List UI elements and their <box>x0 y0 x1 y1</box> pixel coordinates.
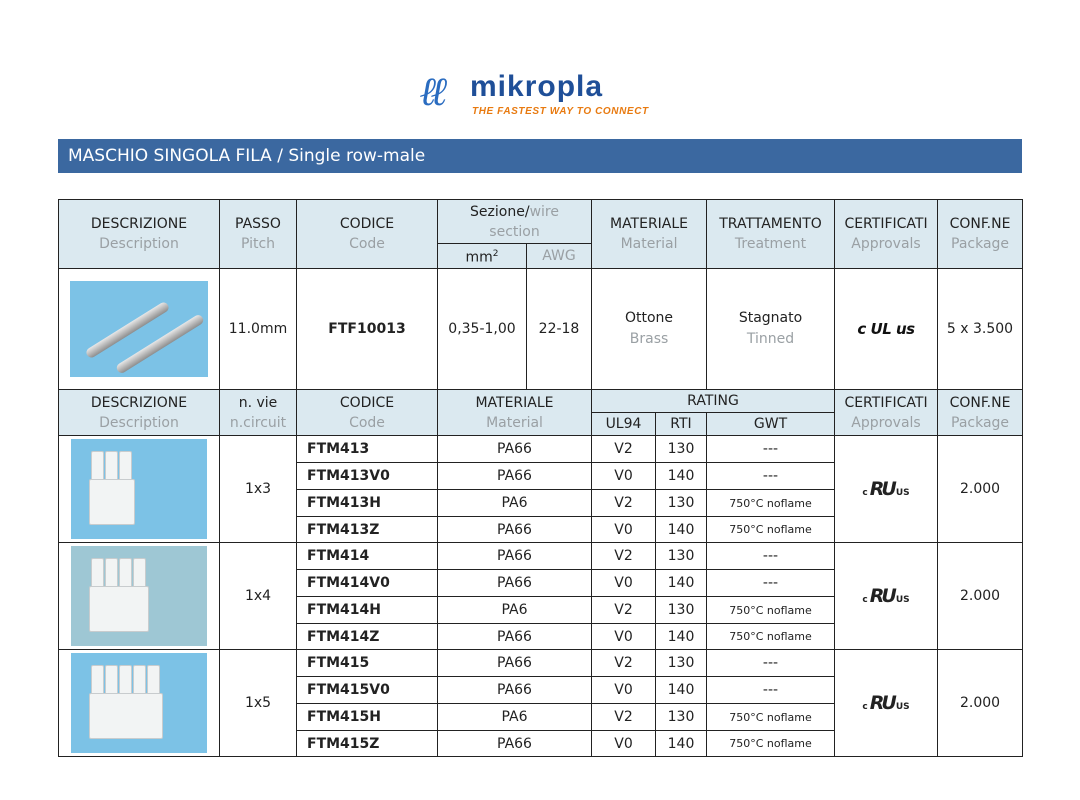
material: PA66 <box>438 677 592 704</box>
header-certificates: CERTIFICATI Approvals <box>835 390 938 436</box>
rti: 130 <box>656 597 707 624</box>
material: PA66 <box>438 731 592 757</box>
header-wire-section: Sezione/wire section <box>438 200 592 244</box>
rti: 140 <box>656 570 707 597</box>
gwt: --- <box>707 650 835 677</box>
gwt: 750°C noflame <box>707 490 835 517</box>
header-pitch: PASSO Pitch <box>220 200 297 269</box>
ul94: V0 <box>592 677 656 704</box>
housing-image <box>71 439 207 539</box>
package: 2.000 <box>938 543 1023 650</box>
header-awg: AWG <box>527 244 592 269</box>
gwt: --- <box>707 570 835 597</box>
ul-approval-mark: c UL us <box>857 320 915 339</box>
ul-approval-icon: c RU US <box>835 543 938 650</box>
housing-table <box>58 389 1023 757</box>
logo-name: mikropla <box>470 70 604 103</box>
ul94: V0 <box>592 731 656 757</box>
terminal-image-cell <box>59 268 220 390</box>
rti: 130 <box>656 490 707 517</box>
table-row <box>59 650 1023 677</box>
material: PA66 <box>438 436 592 463</box>
ul94: V2 <box>592 597 656 624</box>
rti: 140 <box>656 731 707 757</box>
header-package: CONF.NE Package <box>938 390 1023 436</box>
ul94: V2 <box>592 436 656 463</box>
product-code: FTM415Z <box>297 731 438 757</box>
header-material: MATERIALE Material <box>438 390 592 436</box>
gwt: --- <box>707 543 835 570</box>
ul94: V0 <box>592 517 656 543</box>
product-code: FTM414Z <box>297 624 438 650</box>
circuits: 1x4 <box>220 543 297 650</box>
section-title: MASCHIO SINGOLA FILA / Single row-male <box>58 139 1022 173</box>
ul94: V0 <box>592 570 656 597</box>
gwt: 750°C noflame <box>707 704 835 731</box>
header-mm2: $mm^2$ <box>438 244 527 269</box>
header-certificates: CERTIFICATI Approvals <box>835 200 938 269</box>
product-code: FTM415 <box>297 650 438 677</box>
ul94: V2 <box>592 490 656 517</box>
material: PA66 <box>438 624 592 650</box>
terminal-pitch: 11.0mm <box>220 268 297 390</box>
rti: 130 <box>656 543 707 570</box>
gwt: 750°C noflame <box>707 624 835 650</box>
mikropla-logo <box>420 66 660 120</box>
ul94: V2 <box>592 650 656 677</box>
table-row <box>59 543 1023 570</box>
header-description: DESCRIZIONE Description <box>59 390 220 436</box>
product-code: FTM413Z <box>297 517 438 543</box>
product-code: FTM413H <box>297 490 438 517</box>
logo-tagline: THE FASTEST WAY TO CONNECT <box>472 106 649 117</box>
header-description: DESCRIZIONE Description <box>59 200 220 269</box>
ul94: V0 <box>592 463 656 490</box>
material: PA6 <box>438 490 592 517</box>
rti: 140 <box>656 677 707 704</box>
ul-approval-icon: c RU US <box>835 436 938 543</box>
header-rating: RATING <box>592 390 835 413</box>
ul94: V0 <box>592 624 656 650</box>
rti: 130 <box>656 650 707 677</box>
header-material: MATERIALE Material <box>592 200 707 269</box>
ul94: V2 <box>592 543 656 570</box>
package: 2.000 <box>938 436 1023 543</box>
housing-image <box>71 546 207 646</box>
terminal-certificate-cell <box>835 268 938 390</box>
circuits: 1x3 <box>220 436 297 543</box>
table-row <box>59 436 1023 463</box>
material: PA66 <box>438 650 592 677</box>
terminal-image <box>70 281 208 377</box>
product-code: FTM413V0 <box>297 463 438 490</box>
rti: 130 <box>656 436 707 463</box>
terminal-treatment: Stagnato Tinned <box>707 268 835 390</box>
terminal-table <box>58 199 1023 391</box>
logo-mark-icon: ℓℓ <box>420 68 443 115</box>
terminal-material: Ottone Brass <box>592 268 707 390</box>
ul-approval-icon: c RU US <box>835 650 938 757</box>
gwt: --- <box>707 463 835 490</box>
material: PA66 <box>438 543 592 570</box>
product-code: FTM415H <box>297 704 438 731</box>
rti: 140 <box>656 624 707 650</box>
package: 2.000 <box>938 650 1023 757</box>
material: PA66 <box>438 517 592 543</box>
housing-image-cell <box>59 650 220 757</box>
material: PA66 <box>438 570 592 597</box>
product-code: FTM413 <box>297 436 438 463</box>
circuits: 1x5 <box>220 650 297 757</box>
product-code: FTM415V0 <box>297 677 438 704</box>
gwt: --- <box>707 677 835 704</box>
rti: 130 <box>656 704 707 731</box>
header-code: CODICE Code <box>297 390 438 436</box>
material: PA6 <box>438 597 592 624</box>
gwt: --- <box>707 436 835 463</box>
rti: 140 <box>656 517 707 543</box>
terminal-package: 5 x 3.500 <box>938 268 1023 390</box>
header-treatment: TRATTAMENTO Treatment <box>707 200 835 269</box>
gwt: 750°C noflame <box>707 517 835 543</box>
housing-image-cell <box>59 436 220 543</box>
ul94: V2 <box>592 704 656 731</box>
header-ul94: UL94 <box>592 413 656 436</box>
product-code: FTM414 <box>297 543 438 570</box>
product-code: FTM414H <box>297 597 438 624</box>
material: PA6 <box>438 704 592 731</box>
material: PA66 <box>438 463 592 490</box>
terminal-awg: 22-18 <box>527 268 592 390</box>
header-circuits: n. vie n.circuit <box>220 390 297 436</box>
terminal-mm2: 0,35-1,00 <box>438 268 527 390</box>
gwt: 750°C noflame <box>707 597 835 624</box>
gwt: 750°C noflame <box>707 731 835 757</box>
header-code: CODICE Code <box>297 200 438 269</box>
housing-image-cell <box>59 543 220 650</box>
product-code: FTM414V0 <box>297 570 438 597</box>
rti: 140 <box>656 463 707 490</box>
terminal-code: FTF10013 <box>297 268 438 390</box>
header-package: CONF.NE Package <box>938 200 1023 269</box>
header-gwt: GWT <box>707 413 835 436</box>
header-rti: RTI <box>656 413 707 436</box>
housing-image <box>71 653 207 753</box>
